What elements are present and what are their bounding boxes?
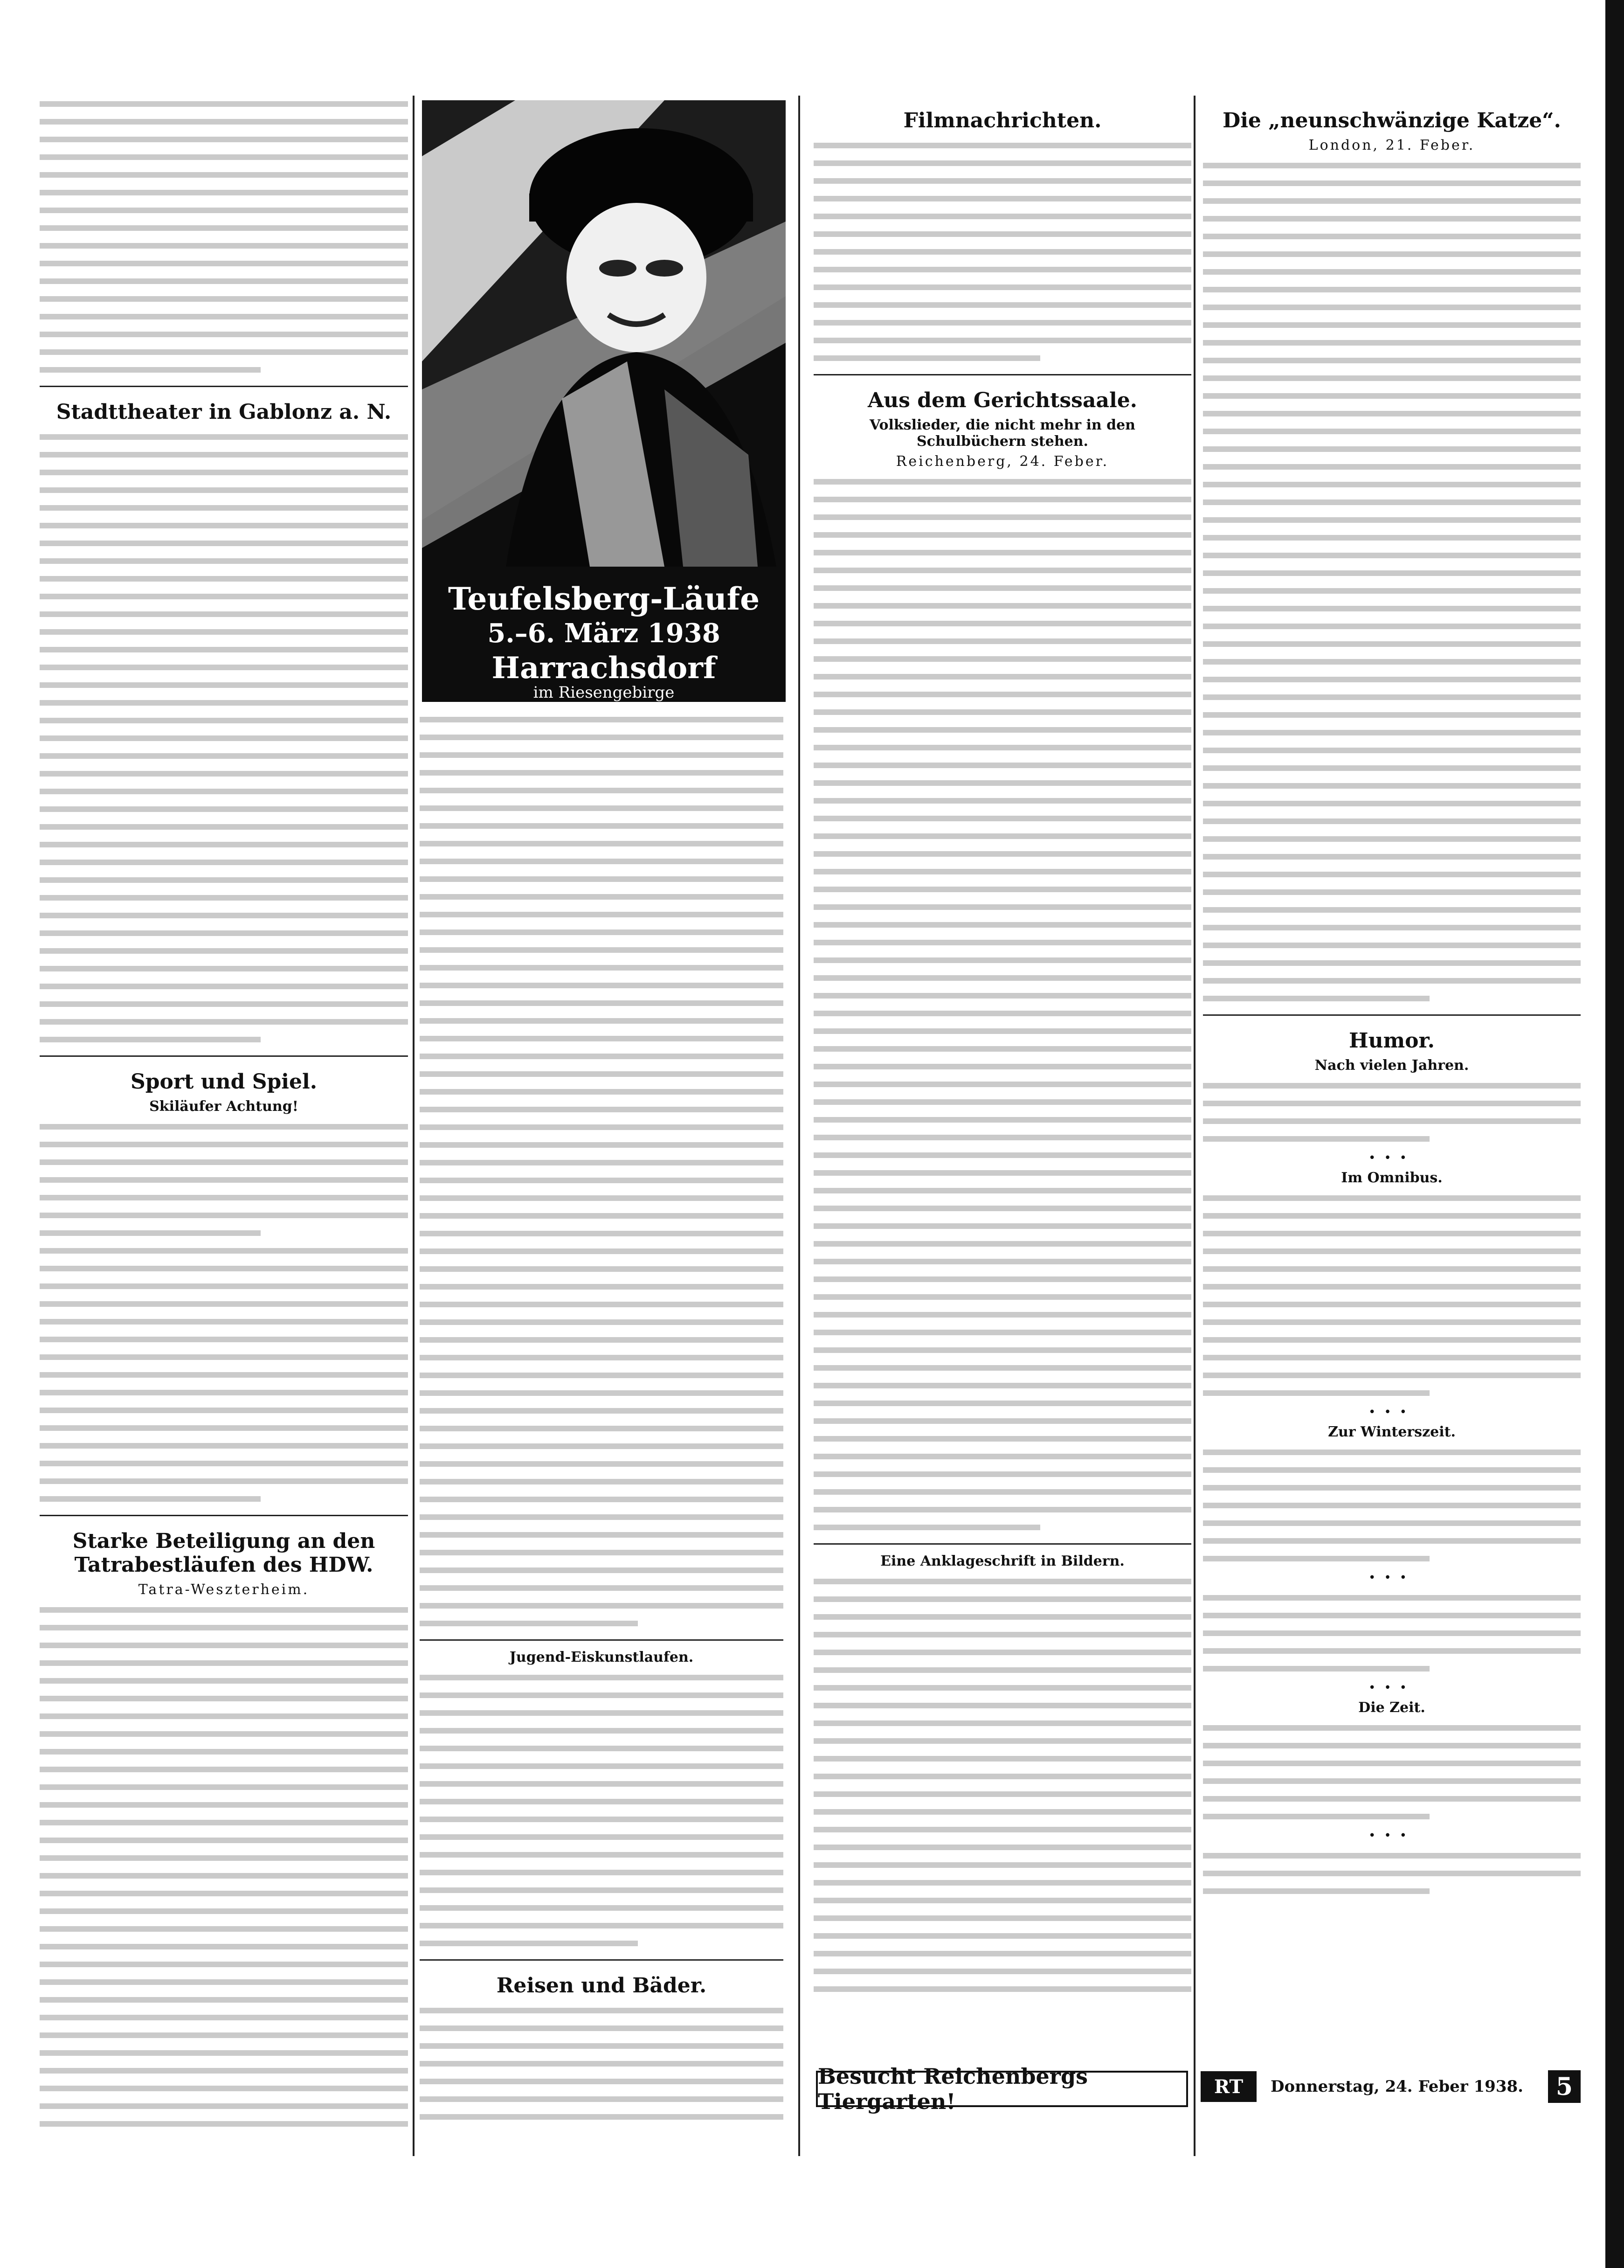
subheadline-volkslieder: Volkslieder, die nicht mehr in den Schulbüchern stehen.: [870, 417, 1135, 450]
article-anklageschrift: [814, 1573, 1191, 1997]
dateline-tatra: Tatra-Weszterheim.: [138, 1581, 310, 1598]
column-4: [1203, 96, 1581, 2063]
joke-3: [1203, 1444, 1581, 1566]
section-divider: [40, 1055, 408, 1057]
headline-humor: Humor.: [1349, 1029, 1435, 1053]
column-rule: [1194, 96, 1196, 2156]
joke-2: [1203, 1190, 1581, 1401]
poster-title: Teufelsberg-Läufe: [448, 581, 760, 617]
subheadline-skilaeufer: Skiläufer Achtung!: [149, 1098, 298, 1115]
article-gericht: [814, 473, 1191, 1535]
poster-teufelsberg: [422, 100, 786, 702]
headline-jugend-eiskunstlaufen: Jugend-Eiskunstlaufen.: [509, 1649, 694, 1665]
section-divider: [814, 1543, 1191, 1545]
column-3: [814, 96, 1191, 2063]
article-reisen: [420, 2002, 783, 2128]
section-divider: [814, 374, 1191, 375]
headline-katze: Die „neunschwänzige Katze“.: [1223, 109, 1561, 132]
headline-stadttheater: Stadttheater in Gablonz a. N.: [56, 400, 392, 424]
subheadline-nach-vielen-jahren: Nach vielen Jahren.: [1314, 1057, 1469, 1074]
section-divider: [40, 1515, 408, 1516]
separator-stars: •••: [1368, 1829, 1415, 1843]
poster-place: Harrachsdorf: [491, 651, 716, 686]
footer-date: Donnerstag, 24. Feber 1938.: [1271, 2077, 1523, 2096]
separator-stars: •••: [1368, 1571, 1415, 1585]
column-1: [40, 96, 408, 2128]
article-katze: [1203, 157, 1581, 1006]
headline-gerichtssaale: Aus dem Gerichtssaale.: [867, 388, 1137, 412]
poster-subtitle: im Riesengebirge: [533, 683, 675, 702]
article-tatra: [40, 1602, 408, 2128]
column-rule: [413, 96, 415, 2156]
subheadline-omnibus: Im Omnibus.: [1341, 1170, 1443, 1186]
joke-1: [1203, 1077, 1581, 1146]
headline-reisen: Reisen und Bäder.: [496, 1974, 707, 1998]
article-film: [814, 137, 1191, 366]
page-footer: [1201, 2070, 1581, 2103]
column-rule: [798, 96, 800, 2156]
advertisement-tiergarten: Besucht Reichenbergs Tiergarten!: [816, 2071, 1188, 2107]
section-divider: [420, 1959, 783, 1961]
section-divider: [1203, 1014, 1581, 1016]
newspaper-logo: RT: [1201, 2071, 1257, 2102]
separator-stars: •••: [1368, 1405, 1415, 1419]
dateline-london: London, 21. Feber.: [1308, 137, 1475, 153]
article-continued: [40, 96, 408, 377]
separator-stars: •••: [1368, 1681, 1415, 1695]
headline-tatra: Starke Beteiligung an den Tatrabestläufen des HDW.: [72, 1529, 375, 1577]
subheadline-die-zeit: Die Zeit.: [1358, 1699, 1425, 1716]
article-stadttheater: [40, 429, 408, 1047]
section-divider: [420, 1639, 783, 1641]
article-eiskunstlaufen: [420, 1669, 783, 1951]
separator-stars: •••: [1368, 1151, 1415, 1165]
article-teufelsberg: [420, 711, 783, 1631]
joke-5: [1203, 1720, 1581, 1824]
headline-anklageschrift: Eine Anklageschrift in Bildern.: [880, 1553, 1125, 1569]
section-divider: [40, 386, 408, 387]
subheadline-winterszeit: Zur Winterszeit.: [1328, 1424, 1456, 1440]
headline-filmnachrichten: Filmnachrichten.: [903, 109, 1102, 132]
joke-6: [1203, 1847, 1581, 1899]
page-edge: [1605, 0, 1624, 2268]
poster-date: 5.–6. März 1938: [487, 618, 720, 649]
column-2: [420, 711, 783, 2128]
page-number: 5: [1548, 2070, 1581, 2103]
dateline-reichenberg: Reichenberg, 24. Feber.: [896, 453, 1109, 470]
headline-sport: Sport und Spiel.: [130, 1070, 318, 1094]
article-sport: [40, 1118, 408, 1506]
joke-4: [1203, 1589, 1581, 1676]
